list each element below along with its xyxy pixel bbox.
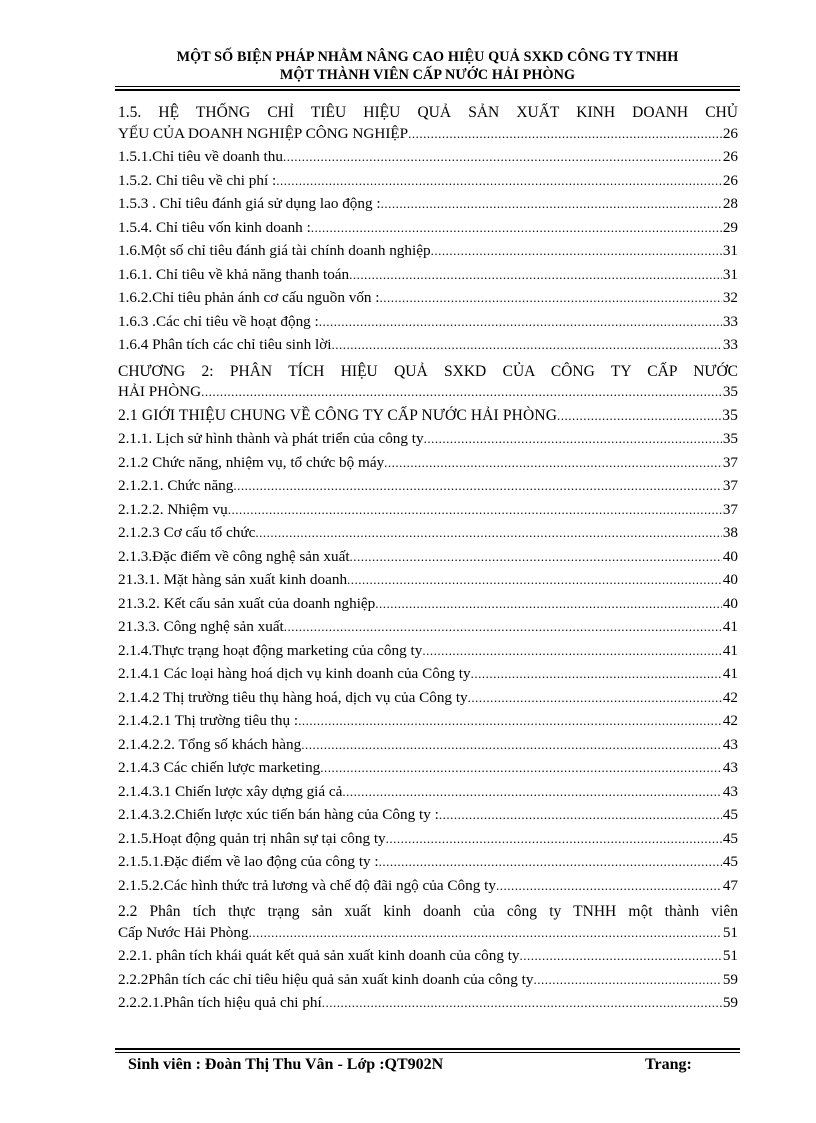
toc-entry-title: 2.1.4.3.2.Chiến lược xúc tiến bán hàng của Công ty : [118, 806, 439, 823]
toc-leader-dots [439, 807, 722, 823]
toc-entry [118, 947, 738, 971]
toc-leader-dots [342, 784, 721, 800]
toc-entry [118, 689, 738, 713]
toc-leader-dots [496, 878, 722, 894]
document-header [115, 48, 740, 84]
header-line-1: MỘT SỐ BIỆN PHÁP NHẰM NÂNG CAO HIỆU QUẢ SXKD CÔNG TY TNHH [176, 49, 679, 65]
toc-entry-page: 37 [722, 453, 738, 471]
toc-entry-title: 21.3.3. Công nghệ sản xuất [118, 618, 284, 635]
toc-entry [118, 407, 738, 431]
toc-entry-title: 2.2.1. phân tích khái quát kết quả sản xuất kinh doanh của công ty [118, 947, 520, 964]
toc-leader-dots [422, 643, 722, 659]
toc-entry-title: 1.6.4 Phân tích các chỉ tiêu sinh lời [118, 336, 332, 353]
toc-leader-dots [557, 408, 721, 424]
toc-leader-dots [331, 337, 721, 353]
toc-entry [118, 219, 738, 243]
toc-list-chapter-2-1 [118, 407, 738, 901]
toc-entry [118, 853, 738, 877]
toc-entry [118, 712, 738, 736]
toc-entry-page: 40 [722, 594, 738, 612]
toc-leader-dots [255, 525, 722, 541]
toc-entry-title: 2.1.3.Đặc điểm về công nghệ sản xuất [118, 547, 350, 565]
toc-entry-page: 26 [722, 171, 738, 189]
toc-entry-page: 40 [722, 547, 738, 565]
toc-entry-title: 2.1.5.1.Đặc điểm về lao động của công ty : [118, 853, 379, 870]
toc-leader-dots [379, 854, 722, 870]
toc-leader-dots [520, 948, 722, 964]
toc-entry-1-5: YẾU CỦA DOANH NGHIỆP CÔNG NGHIỆP ..... 26 [118, 125, 738, 149]
toc-entry-title: 1.5.4. Chỉ tiêu vốn kinh doanh : [118, 218, 311, 236]
toc-entry-title: 1.6.1. Chỉ tiêu về khả năng thanh toán [118, 265, 350, 283]
toc-entry-page: 35 [722, 406, 738, 424]
toc-entry [118, 971, 738, 995]
toc-entry-1-5-line-1: 1.5. HỆ THỐNG CHỈ TIÊU HIỆU QUẢ SẢN XUẤT KINH DOANH CHỦ [118, 104, 738, 121]
toc-entry-page: 37 [722, 500, 738, 518]
toc-entry-title: 21.3.2. Kết cấu sản xuất của doanh nghiệp [118, 594, 376, 612]
toc-entry-page: 41 [722, 618, 738, 635]
toc-entry-page: 45 [722, 806, 738, 823]
toc-entry [118, 759, 738, 783]
toc-entry-page: 43 [722, 782, 738, 800]
toc-leader-dots [311, 220, 722, 236]
table-of-contents [118, 101, 738, 1018]
toc-entry [118, 195, 738, 219]
toc-leader-dots [233, 478, 721, 494]
toc-leader-dots [301, 737, 722, 753]
toc-leader-dots [471, 666, 722, 682]
toc-entry [118, 242, 738, 266]
toc-entry-title: 2.1.4.2.1 Thị trường tiêu thụ : [118, 712, 299, 729]
toc-entry [118, 994, 738, 1018]
toc-entry-2-2-line-1: 2.2 Phân tích thực trạng sản xuất kinh doanh của công ty TNHH một thành viên [118, 903, 738, 920]
toc-entry-page: 51 [722, 947, 738, 964]
toc-entry-page: 42 [722, 712, 738, 729]
toc-leader-dots [283, 149, 722, 165]
toc-entry-title: 2.1.5.Hoạt động quản trị nhân sự tại công ty [118, 829, 386, 847]
toc-leader-dots [424, 431, 722, 447]
toc-entry-2-2: Cấp Nước Hải Phòng ..... 51 [118, 924, 738, 948]
toc-entry-chapter-2-line-1: CHƯƠNG 2: PHÂN TÍCH HIỆU QUẢ SXKD CỦA CÔNG TY CẤP NƯỚC [118, 362, 738, 380]
toc-list-chapter-2-2 [118, 947, 738, 1018]
toc-leader-dots [347, 572, 722, 588]
toc-entry-page: 40 [722, 571, 738, 588]
toc-entry-page: 33 [722, 312, 738, 330]
toc-entry-title: 1.6.Một số chỉ tiêu đánh giá tài chính doanh nghiệp [118, 242, 431, 259]
toc-entry [118, 806, 738, 830]
toc-leader-dots [468, 690, 722, 706]
toc-entry-title: 2.1.4.2 Thị trường tiêu thụ hàng hoá, dịch vụ của Công ty [118, 688, 468, 706]
toc-leader-dots [228, 502, 722, 518]
toc-entry [118, 172, 738, 196]
toc-entry-page: 59 [722, 970, 738, 988]
toc-list-chapter-1 [118, 148, 738, 360]
toc-entry-title: 1.5.2. Chỉ tiêu về chi phí : [118, 171, 277, 189]
toc-entry-title: 2.1 GIỚI THIỆU CHUNG VỀ CÔNG TY CẤP NƯỚC HẢI PHÒNG [118, 406, 558, 424]
toc-leader-dots [319, 314, 722, 330]
toc-leader-dots [284, 619, 722, 635]
toc-entry-page: 35 [722, 430, 738, 447]
toc-leader-dots [349, 267, 722, 283]
toc-entry-page: 45 [722, 853, 738, 870]
toc-entry [118, 877, 738, 901]
toc-entry [118, 148, 738, 172]
toc-entry [118, 266, 738, 290]
toc-entry-page: 47 [722, 876, 738, 894]
toc-entry-page: 43 [722, 735, 738, 753]
footer-student: Sinh viên : Đoàn Thị Thu Vân - Lớp :QT902N [128, 1056, 444, 1073]
toc-entry-page: 31 [722, 265, 738, 283]
toc-leader-dots [375, 596, 722, 612]
toc-entry-page: 37 [722, 477, 738, 494]
toc-entry-page: 33 [722, 336, 738, 353]
toc-leader-dots [298, 713, 722, 729]
toc-entry-title: 2.1.2.1. Chức năng [118, 477, 234, 494]
toc-entry [118, 595, 738, 619]
toc-entry [118, 501, 738, 525]
toc-entry-page: 26 [722, 148, 738, 165]
toc-entry-title: 2.2.2Phân tích các chỉ tiêu hiệu quả sản xuất kinh doanh của công ty [118, 970, 534, 988]
toc-entry-page: 59 [722, 994, 738, 1011]
toc-entry-title: 21.3.1. Mặt hàng sản xuất kinh doanh [118, 571, 348, 588]
toc-entry-page: 41 [722, 665, 738, 682]
toc-leader-dots [380, 290, 722, 306]
header-rule-thick [115, 89, 740, 91]
toc-entry [118, 571, 738, 595]
toc-entry-title: 2.1.2 Chức năng, nhiệm vụ, tổ chức bộ máy [118, 453, 385, 471]
toc-leader-dots [533, 972, 721, 988]
toc-entry-page: 28 [722, 195, 738, 212]
toc-entry-page: 42 [722, 688, 738, 706]
toc-entry-page: 45 [722, 829, 738, 847]
toc-entry-page: 31 [722, 242, 738, 259]
toc-entry-title: 2.1.2.2. Nhiệm vụ [118, 500, 228, 518]
toc-entry [118, 289, 738, 313]
toc-leader-dots [384, 455, 722, 471]
toc-entry [118, 618, 738, 642]
toc-entry-page: 43 [722, 759, 738, 776]
footer-rule-thin [115, 1052, 740, 1053]
toc-entry-page: 29 [722, 218, 738, 236]
toc-entry-title: 2.2.2.1.Phân tích hiệu quả chi phí [118, 994, 322, 1011]
toc-leader-dots [320, 760, 722, 776]
toc-entry [118, 477, 738, 501]
toc-entry [118, 313, 738, 337]
toc-entry-title: 1.6.2.Chỉ tiêu phản ánh cơ cấu nguồn vốn : [118, 289, 380, 306]
toc-entry [118, 336, 738, 360]
toc-entry [118, 548, 738, 572]
toc-leader-dots [386, 831, 722, 847]
header-line-2: MỘT THÀNH VIÊN CẤP NƯỚC HẢI PHÒNG [279, 67, 576, 83]
toc-leader-dots [381, 196, 722, 212]
toc-entry [118, 454, 738, 478]
toc-entry [118, 736, 738, 760]
toc-entry-title: 2.1.4.3 Các chiến lược marketing [118, 759, 321, 776]
footer-page-label: Trang: [645, 1056, 692, 1073]
toc-entry [118, 830, 738, 854]
toc-entry-title: 1.6.3 .Các chỉ tiêu về hoạt động : [118, 312, 319, 330]
toc-entry-page: 41 [722, 641, 738, 659]
toc-entry [118, 430, 738, 454]
toc-entry-chapter-2: HẢI PHÒNG ..... 35 [118, 383, 738, 407]
toc-leader-dots [431, 243, 722, 259]
toc-leader-dots [322, 995, 722, 1011]
toc-entry-title: 2.1.4.1 Các loại hàng hoá dịch vụ kinh doanh của Công ty [118, 665, 471, 682]
toc-entry-title: 2.1.4.3.1 Chiến lược xây dựng giá cả [118, 782, 343, 800]
toc-entry [118, 665, 738, 689]
toc-entry [118, 642, 738, 666]
toc-leader-dots [276, 173, 722, 189]
toc-entry-title: 1.5.3 . Chỉ tiêu đánh giá sử dụng lao động : [118, 195, 381, 212]
toc-entry-title: 2.1.5.2.Các hình thức trả lương và chế độ đãi ngộ của Công ty [118, 876, 496, 894]
toc-entry [118, 524, 738, 548]
toc-entry-page: 32 [722, 289, 738, 306]
toc-entry-page: 38 [722, 524, 738, 541]
footer-rule-thick [115, 1048, 740, 1050]
header-rule-thin [115, 86, 740, 87]
toc-leader-dots [350, 549, 722, 565]
toc-entry-title: 1.5.1.Chỉ tiêu về doanh thu [118, 148, 283, 165]
toc-entry-title: 2.1.4.Thực trạng hoạt động marketing của công ty [118, 641, 423, 659]
toc-entry-title: 2.1.1. Lịch sử hình thành và phát triển của công ty [118, 430, 424, 447]
toc-entry-title: 2.1.4.2.2. Tổng số khách hàng [118, 735, 302, 753]
toc-entry [118, 783, 738, 807]
toc-entry-title: 2.1.2.3 Cơ cấu tổ chức [118, 524, 256, 541]
